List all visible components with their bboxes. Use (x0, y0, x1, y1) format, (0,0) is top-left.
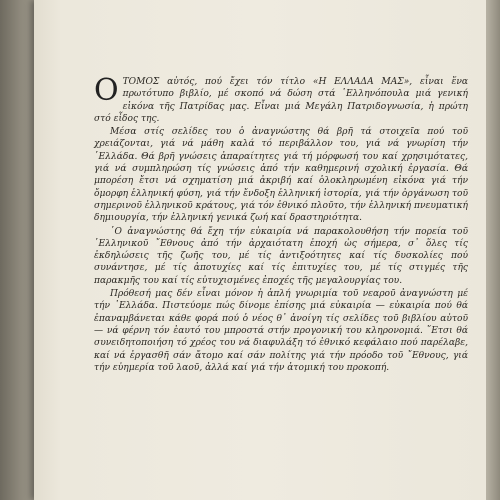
page-edge (486, 0, 500, 500)
paragraph-history: ῾Ο ἀναγνώστης θά ἔχη τήν εὐκαιρία νά παρακολουθήση τήν πορεία τοῦ ῾Ελληνικοῦ ῎Εθνους ἀπό τήν ἀρχαιότατη ἐποχή ὡς σήμερα, σ᾽ ὅλες τίς ἐκδηλώσεις τῆς ζωῆς του, μέ τίς ἀντιξοότητες καί τίς δυσκολίες πού συνάντησε, μέ τίς ἀποτυχίες καί τίς ἐπιτυχίες του, μέ τίς στιγμές τῆς παρακμῆς του καί τίς εὐτυχισμένες ἐποχές τῆς μεγαλουργίας του. (94, 226, 468, 286)
page-text (94, 73, 468, 375)
paragraph-purpose: Πρόθεσή μας δέν εἶναι μόνον ἡ ἁπλή γνωριμία τοῦ νεαροῦ ἀναγνώστη μέ τήν ῾Ελλάδα. Πιστεύομε πώς δίνομε ἐπίσης μιά εὐκαιρία — εὐκαιρία πού θά ἐπαναμβάνεται κάθε φορά πού ὁ νέος θ᾽ ἀνοίγη τίς σελίδες τοῦ βιβλίου αὐτοῦ — νά φέρνη τόν ἑαυτό του μπροστά στήν προγονική του κληρονομιά. ῞Ετσι θά συνειδητοποιήση τό χρέος του νά διαφυλάξη τό ἐθνικό κεφάλαιο πού παρέλαβε, καί νά ἐργασθῆ σάν ἄτομο καί σάν πολίτης γιά τήν πρόοδο τοῦ ῎Εθνους, γιά τήν εὐημερία τοῦ λαοῦ, ἀλλά καί γιά τήν ἀτομική του προκοπή. (94, 289, 468, 373)
drop-cap: O (94, 73, 119, 108)
paragraph-contents: Μέσα στίς σελίδες του ὁ ἀναγνώστης θά βρῆ τά στοιχεῖα πού τοῦ χρειάζονται, γιά νά μάθη καλά τό περιβάλλον του, γιά νά γνωρίση τήν ῾Ελλάδα. Θά βρῆ γνώσεις ἀπαραίτητες γιά τή μόρφωσή του καί χρησιμότατες, γιά νά συμπληρώση τίς γνώσεις ἀπό τήν καθημερινή σχολική ἐργασία. Θά μπορέση ἔτσι νά σχηματίση μιά ἀκριβή καί ὁλοκληρωμένη εἰκόνα γιά τήν ὄμορφη ἑλληνική φύση, γιά τήν ἔνδοξη ἑλληνική ἱστορία, γιά τήν ὀργάνωση τοῦ σημερινοῦ ἑλληνικοῦ κράτους, γιά τόν ἐθνικό πλοῦτο, τήν ἑλληνική πνευματική δημιουργία, τήν ἑλληνική γενικά ζωή καί δραστηριότητα. (94, 127, 468, 224)
paragraph-text: ΤΟΜΟΣ αὐτός, πού ἔχει τόν τίτλο «Η ΕΛΛΑΔΑ ΜΑΣ», εἶναι ἕνα πρωτότυπο βιβλίο, μέ σκοπό νά δώση στά ῾Ελληνόπουλα μιά γενική εἰκόνα τῆς Πατρίδας μας. Εἶναι μιά Μεγάλη Πατριδογνωσία, ἡ πρώτη στό εἶδος της. (94, 77, 468, 124)
paragraph-intro (94, 73, 468, 125)
